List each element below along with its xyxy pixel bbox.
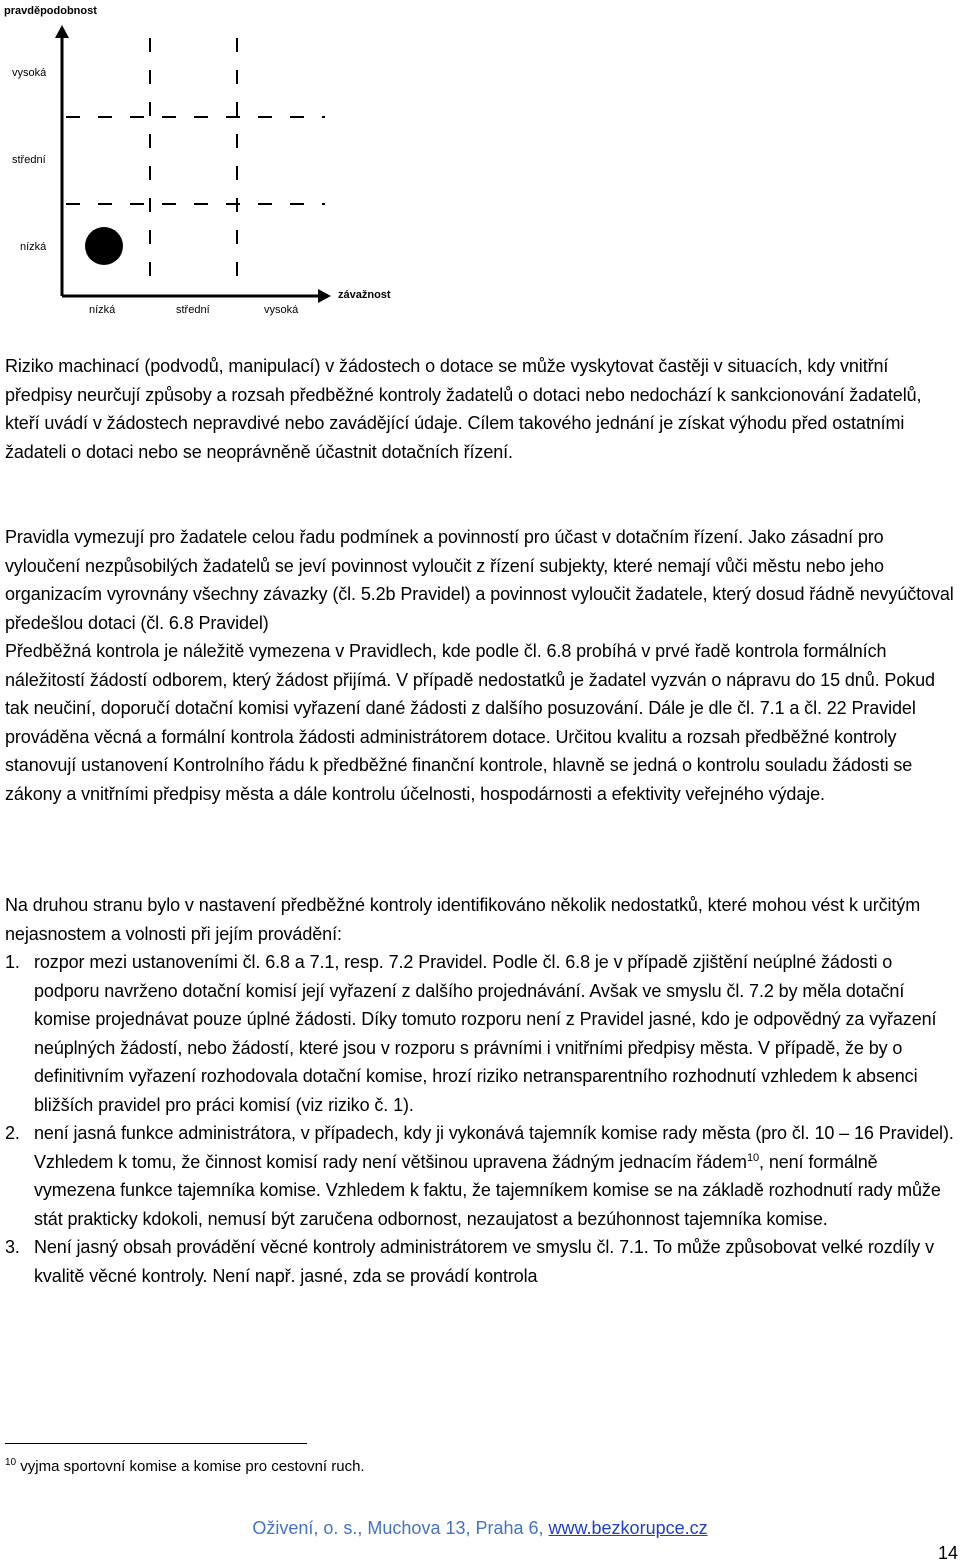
risk-matrix-chart bbox=[0, 0, 420, 330]
paragraph-rules bbox=[5, 523, 957, 808]
y-tick-label: střední bbox=[12, 154, 46, 166]
x-tick-label: nízká bbox=[89, 304, 116, 316]
footer-address: Oživení, o. s., Muchova 13, Praha 6, bbox=[252, 1518, 549, 1538]
paragraph-text: Na druhou stranu bylo v nastavení předběžné kontroly identifikováno několik nedostatků, které mohou vést k určitým nejasnostem a volnosti při jejím provádění: bbox=[5, 895, 921, 944]
list-number: 2. bbox=[5, 1123, 20, 1143]
y-axis-label: pravděpodobnost bbox=[4, 5, 97, 17]
risk-point bbox=[85, 227, 123, 265]
x-tick-label: střední bbox=[176, 304, 210, 316]
x-tick-label: vysoká bbox=[264, 304, 299, 316]
y-axis-arrow bbox=[55, 25, 69, 38]
footer-website-link[interactable]: www.bezkorupce.cz bbox=[548, 1518, 708, 1538]
list-text: , není formálně vymezena funkce tajemníka komise. Vzhledem k faktu, že tajemníkem komise se na základě rozhodnutí rady může stát prakticky kdokoli, nemusí být zaručena odbornost, nezaujatost a bezúhonnost tajemníka komise. bbox=[34, 1151, 941, 1229]
footnote-text: vyjma sportovní komise a komise pro cestovní ruch. bbox=[16, 1458, 365, 1475]
list-number: 3. bbox=[5, 1237, 20, 1257]
footnote-number: 10 bbox=[5, 1457, 17, 1468]
list-number: 1. bbox=[5, 952, 20, 972]
list-item bbox=[5, 1233, 957, 1290]
list-item bbox=[5, 1119, 957, 1233]
list-text: rozpor mezi ustanoveními čl. 6.8 a 7.1, resp. 7.2 Pravidel. Podle čl. 6.8 je v případě zjištění neúplné žádosti o podporu navrženo dotační komisí její vyřazení z dalšího projednávání. Avšak ve smyslu čl. 7.2 by měla dotační komise projednávat pouze úplné žádosti. Díky tomuto rozporu není z Pravidel jasné, kdo je odpovědný za vyřazení neúplných žádostí, nebo žádostí, které jsou v rozporu s právními i vnitřními předpisy města. V případě, že by o definitivním vyřazení rozhodovala dotační komise, hrozí riziko netransparentního rozhodnutí vzhledem k absenci bližších pravidel pro práci komisí (viz riziko č. 1). bbox=[34, 952, 937, 1115]
list-text: není jasná funkce administrátora, v případech, kdy ji vykonává tajemník komise rady města (pro čl. 10 – 16 Pravidel). Vzhledem k tomu, že činnost komisí rady není většinou upravena žádným jednacím řádem bbox=[34, 1123, 954, 1172]
paragraph-text: Pravidla vymezují pro žadatele celou řadu podmínek a povinností pro účast v dotačním řízení. Jako zásadní pro vyloučení nezpůsobilých žadatelů se jeví povinnost vyloučit z řízení subjekty, které nemají vůči městu nebo jeho organizacím vyrovnány všechny závazky (čl. 5.2b Pravidel) a povinnost vyloučit žadatele, který dosud řádně nevyúčtoval předešlou dotaci (čl. 6.8 Pravidel) bbox=[5, 527, 954, 633]
footnote bbox=[5, 1457, 365, 1477]
y-tick-label: nízká bbox=[20, 241, 47, 253]
paragraph-text: Předběžná kontrola je náležitě vymezena v Pravidlech, kde podle čl. 6.8 probíhá v prvé řadě kontrola formálních náležitostí žádostí odborem, který žádost přijímá. V případě nedostatků je žadatel vyzván o nápravu do 15 dnů. Pokud tak neučiní, doporučí dotační komisi vyřazení dané žádosti z dalšího posuzování. Dále je dle čl. 7.1 a čl. 22 Pravidel prováděna věcná a formální kontrola žádosti administrátorem dotace. Určitou kvalitu a rozsah předběžné kontroly stanovují ustanovení Kontrolního řádu k předběžné finanční kontrole, hlavně se jedná o kontrolu souladu žádosti se zákony a vnitřními předpisy města a dále kontrolu účelnosti, hospodárnosti a efektivity veřejného výdaje. bbox=[5, 641, 935, 804]
page-number: 14 bbox=[937, 1543, 958, 1563]
page-footer bbox=[0, 1518, 960, 1539]
paragraph-deficiencies bbox=[5, 891, 957, 1290]
list-item bbox=[5, 948, 957, 1119]
y-tick-label: vysoká bbox=[12, 67, 47, 79]
footnote-separator bbox=[5, 1443, 307, 1444]
paragraph-text: Riziko machinací (podvodů, manipulací) v žádostech o dotace se může vyskytovat častěji v situacích, kdy vnitřní předpisy neurčují způsoby a rozsah předběžné kontroly žadatelů o dotaci nebo nedochází k sankcionování žadatelů, kteří uvádí v žádostech nepravdivé nebo zavádějící údaje. Cílem takového jednání je získat výhodu před ostatními žadateli o dotaci nebo se neoprávněně účastnit dotačních řízení. bbox=[5, 356, 922, 462]
footnote-ref[interactable]: 10 bbox=[746, 1151, 760, 1164]
deficiency-list bbox=[5, 948, 957, 1290]
x-axis-arrow bbox=[318, 289, 331, 303]
list-text: Není jasný obsah provádění věcné kontroly administrátorem ve smyslu čl. 7.1. To může způsobovat velké rozdíly v kvalitě věcné kontroly. Není např. jasné, zda se provádí kontrola bbox=[34, 1237, 935, 1286]
x-axis-label: závažnost bbox=[338, 289, 391, 301]
paragraph-risk-intro bbox=[5, 352, 957, 466]
chart-points bbox=[85, 227, 123, 265]
